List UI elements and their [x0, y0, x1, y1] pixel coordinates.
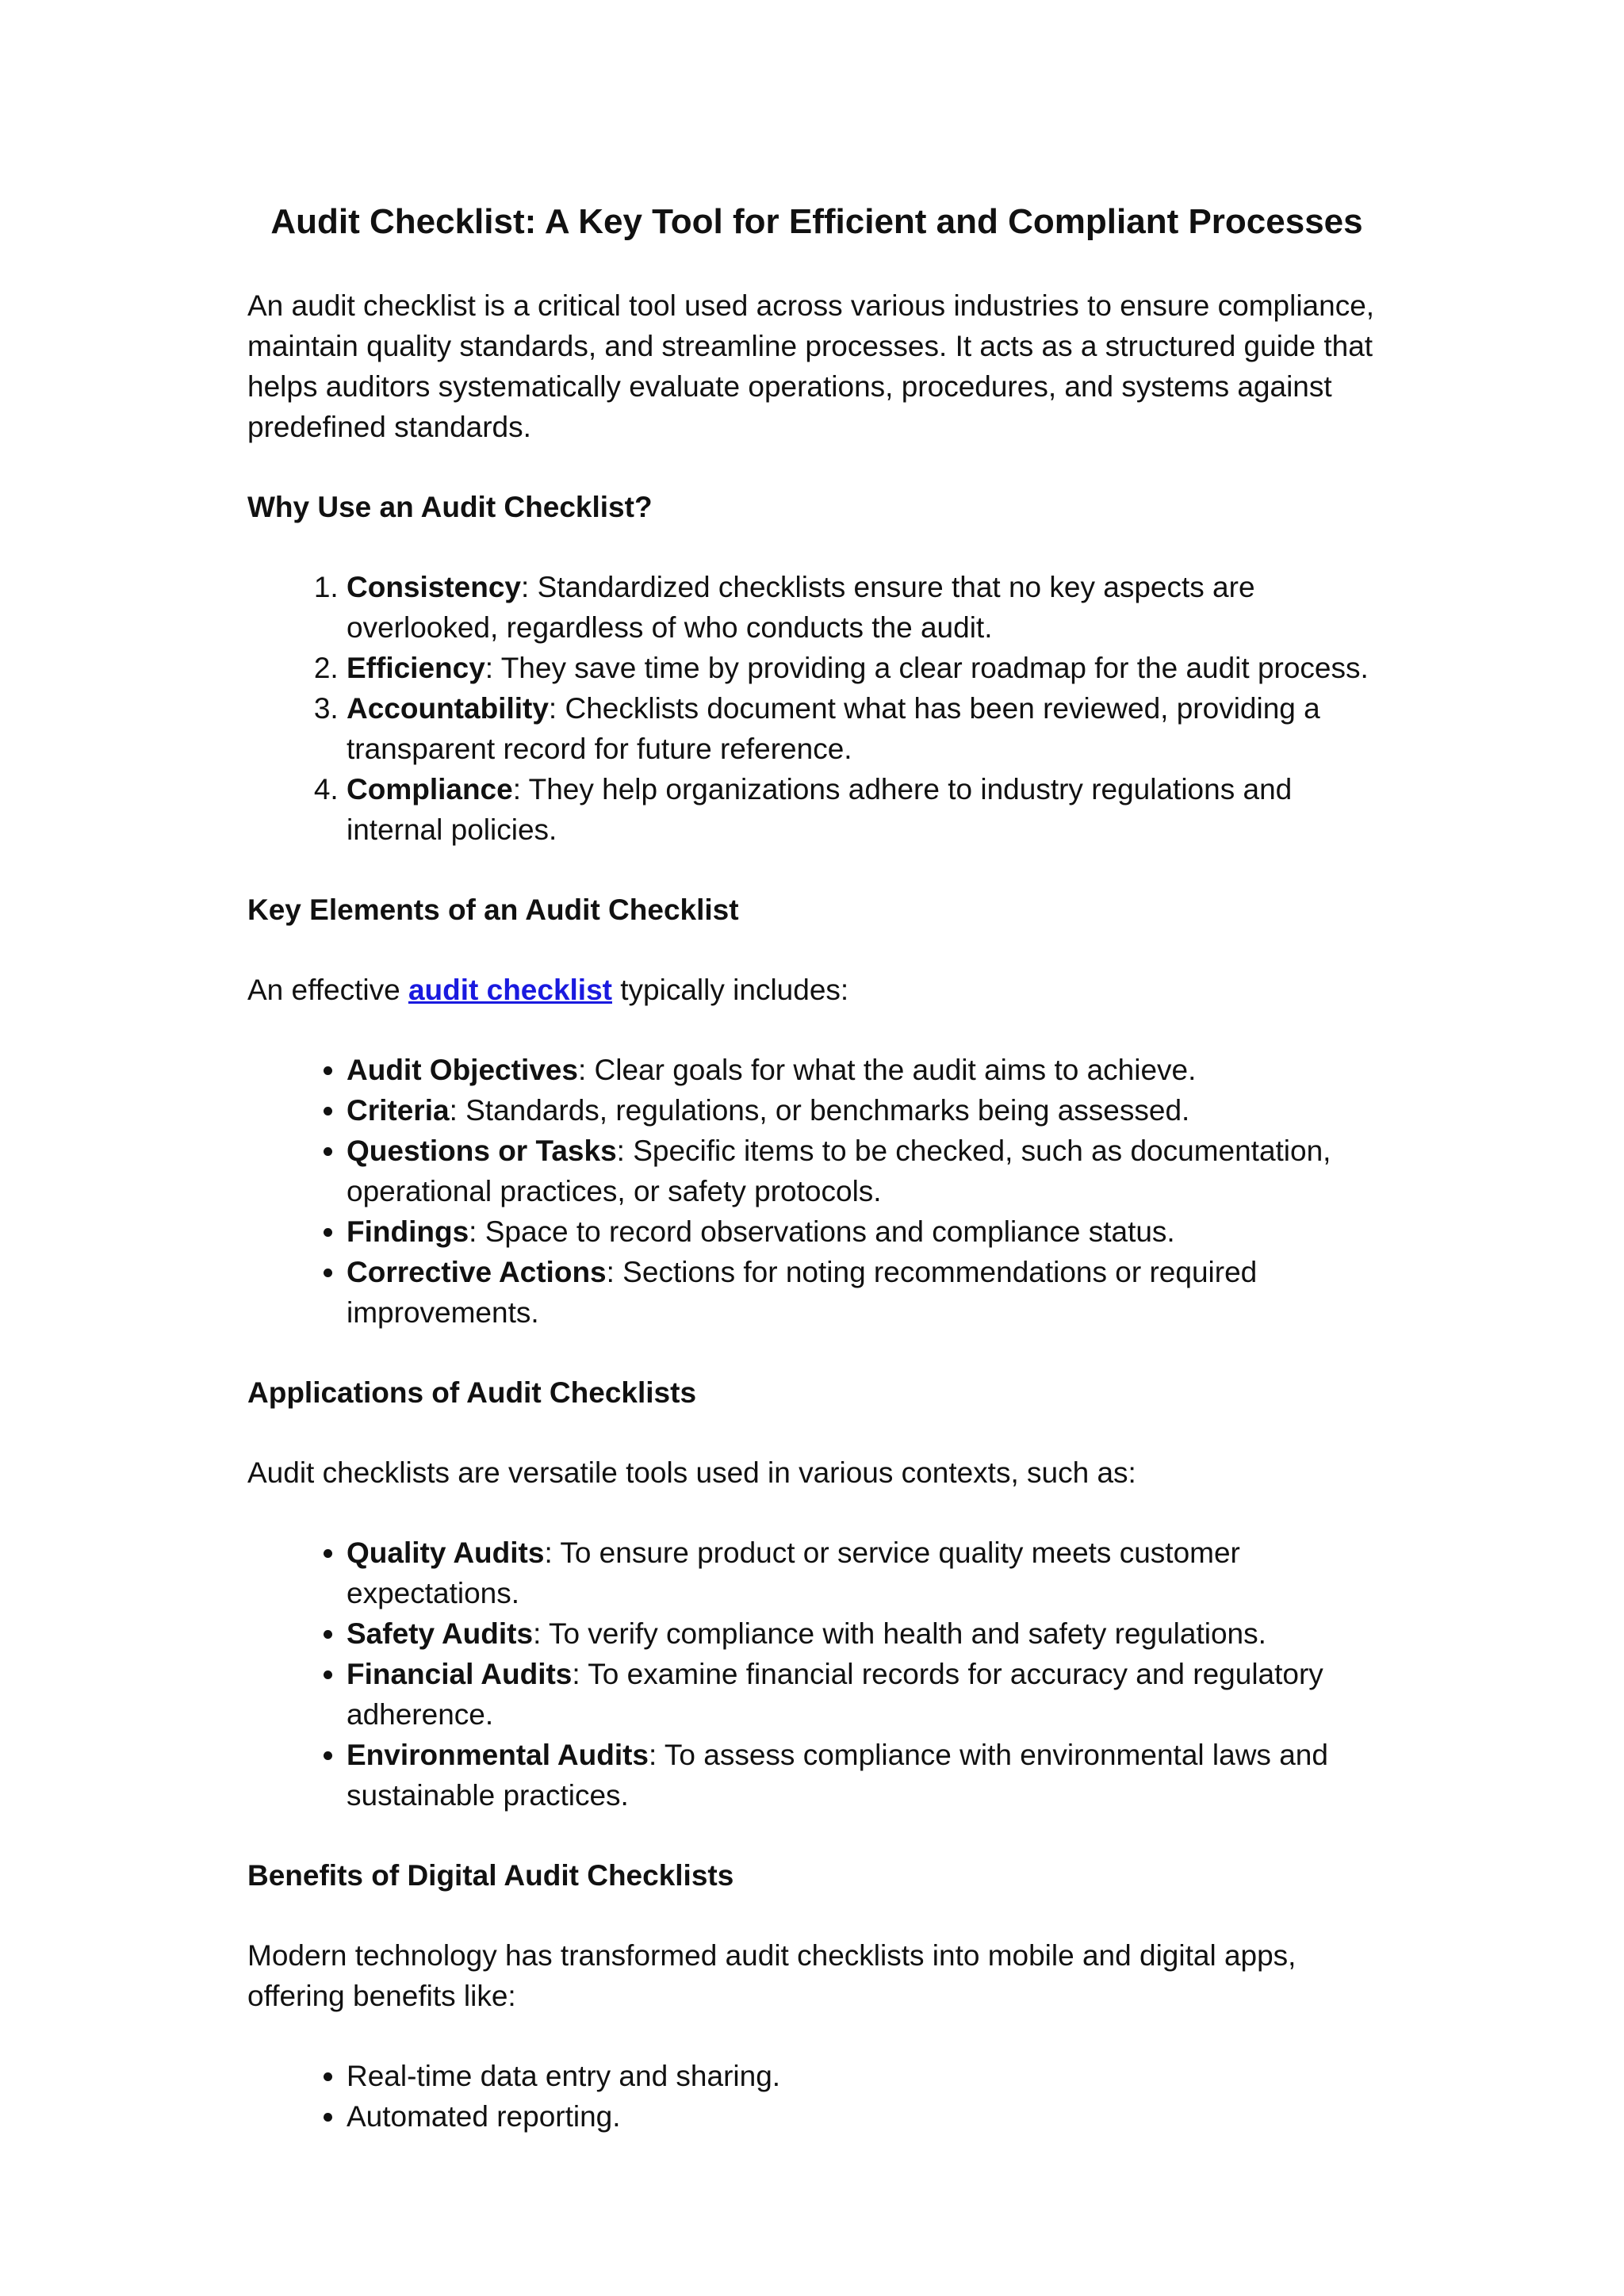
- list-item-text: : They save time by providing a clear roadmap for the audit process.: [485, 652, 1369, 684]
- intro-text-before: An effective: [247, 974, 408, 1006]
- key-elements-heading: Key Elements of an Audit Checklist: [247, 894, 739, 926]
- list-item: [347, 688, 1389, 769]
- list-item-term: Consistency: [347, 571, 522, 603]
- list-item-term: Audit Objectives: [347, 1054, 578, 1086]
- list-item-text: : To assess compliance with environmental laws and sustainable practices.: [347, 1739, 1328, 1812]
- list-item-text: : Space to record observations and compliance status.: [469, 1215, 1175, 1248]
- benefits-intro: Modern technology has transformed audit checklists into mobile and digital apps, offering benefits like:: [247, 1939, 1297, 2012]
- list-item: [347, 567, 1389, 648]
- list-item-text: : Checklists document what has been reviewed, providing a transparent record for future reference.: [347, 692, 1320, 765]
- list-item-text: : To verify compliance with health and safety regulations.: [533, 1617, 1266, 1650]
- key-elements-list: [247, 1050, 1389, 1333]
- list-item-term: Environmental Audits: [347, 1739, 649, 1771]
- list-item: [347, 1735, 1389, 1816]
- list-item: [347, 648, 1389, 688]
- list-item: [347, 1090, 1389, 1131]
- benefits-list: [247, 2056, 1389, 2137]
- document-title: Audit Checklist: A Key Tool for Efficient and Compliant Processes: [270, 202, 1363, 241]
- list-item-text: : They help organizations adhere to industry regulations and internal policies.: [347, 773, 1293, 846]
- list-item-term: Questions or Tasks: [347, 1135, 617, 1167]
- list-item-text: : To examine financial records for accuracy and regulatory adherence.: [347, 1658, 1323, 1731]
- why-heading: Why Use an Audit Checklist?: [247, 491, 653, 523]
- list-item-term: Quality Audits: [347, 1536, 545, 1569]
- intro-paragraph: An audit checklist is a critical tool used across various industries to ensure compliance, maintain quality standards, and streamline processes. It acts as a structured guide that helps auditors systematically evaluate operations, procedures, and systems against predefined standards.: [247, 289, 1375, 443]
- list-item: [347, 1252, 1389, 1333]
- applications-intro: Audit checklists are versatile tools used in various contexts, such as:: [247, 1456, 1136, 1489]
- list-item: [347, 1211, 1389, 1252]
- list-item-term: Corrective Actions: [347, 1256, 607, 1288]
- list-item: [347, 1533, 1389, 1613]
- list-item: [347, 1613, 1389, 1654]
- list-item: [347, 1131, 1389, 1211]
- applications-heading: Applications of Audit Checklists: [247, 1376, 697, 1409]
- intro-text-after: typically includes:: [611, 974, 849, 1006]
- audit-checklist-link[interactable]: audit checklist: [408, 974, 612, 1006]
- list-item: [347, 769, 1389, 850]
- key-elements-intro: [247, 970, 1389, 1010]
- list-item: [347, 1654, 1389, 1735]
- list-item-term: Findings: [347, 1215, 469, 1248]
- benefits-heading: Benefits of Digital Audit Checklists: [247, 1859, 734, 1892]
- list-item-text: : Standardized checklists ensure that no key aspects are overlooked, regardless of who conducts the audit.: [347, 571, 1255, 644]
- list-item-term: Compliance: [347, 773, 513, 806]
- list-item: [347, 1050, 1389, 1090]
- list-item-text: : Standards, regulations, or benchmarks being assessed.: [449, 1094, 1190, 1127]
- list-item-text: : Specific items to be checked, such as documentation, operational practices, or safety protocols.: [347, 1135, 1331, 1207]
- document-page: [247, 198, 1389, 2176]
- list-item-term: Efficiency: [347, 652, 485, 684]
- applications-list: [247, 1533, 1389, 1816]
- list-item-term: Accountability: [347, 692, 549, 725]
- why-list: [247, 567, 1389, 850]
- list-item-term: Safety Audits: [347, 1617, 534, 1650]
- list-item: • Automated reporting.: [347, 2096, 1389, 2137]
- list-item: • Real-time data entry and sharing.: [347, 2056, 1389, 2096]
- list-item-text: : Sections for noting recommendations or required improvements.: [347, 1256, 1258, 1329]
- list-item-term: Criteria: [347, 1094, 450, 1127]
- list-item-term: Financial Audits: [347, 1658, 573, 1690]
- list-item-text: : To ensure product or service quality meets customer expectations.: [347, 1536, 1240, 1609]
- list-item-text: : Clear goals for what the audit aims to achieve.: [577, 1054, 1197, 1086]
